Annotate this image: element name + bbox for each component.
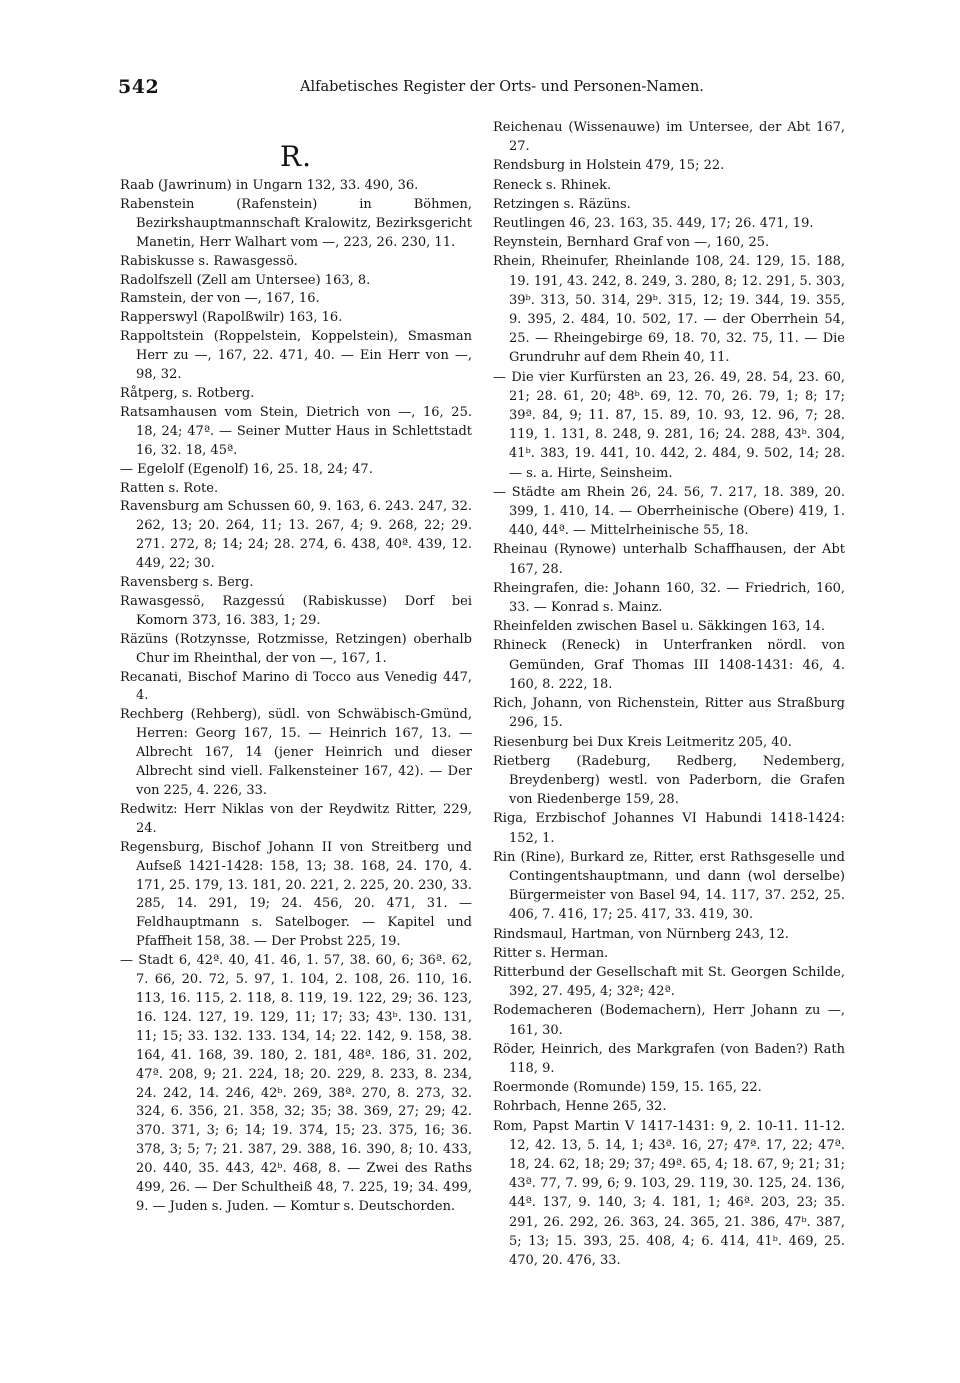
index-entry: Riesenburg bei Dux Kreis Leitmeritz 205, 40.	[493, 734, 792, 750]
index-entry: Räzüns (Rotzynsse, Rotzmisse, Retzingen) oberhalb Chur im Rheinthal, der von —, 167, 1.	[120, 631, 472, 666]
index-entry: Rawasgessö, Razgessú (Rabiskusse) Dorf bei Komorn 373, 16. 383, 1; 29.	[120, 593, 472, 628]
index-entry: Råtperg, s. Rotberg.	[120, 385, 255, 401]
index-entry: — Städte am Rhein 26, 24. 56, 7. 217, 18. 389, 20. 399, 1. 410, 14. — Oberrheinische (Obere) 419, 1. 440, 44ª. — Mittelrheinische 55, 18.	[493, 484, 845, 539]
index-entry: — Stadt 6, 42ª. 40, 41. 46, 1. 57, 38. 60, 6; 36ª. 62, 7. 66, 20. 72, 5. 97, 1. 104, 2. 108, 26. 110, 16. 113, 16. 115, 2. 118, 8. 119, 19. 122, 29; 36. 123, 16. 124. 127, 19. 129, 11; 17; 33; 43ᵇ. 130. 131, 11; 15; 33. 132. 133. 134, 14; 22. 142, 9. 158, 38. 164, 41. 168, 39. 180, 2. 181, 48ª. 186, 31. 202, 47ª. 208, 9; 21. 224, 18; 20. 229, 8. 233, 8. 234, 24. 242, 14. 246, 42ᵇ. 269, 38ª. 270, 8. 273, 32. 324, 6. 356, 21. 358, 32; 35; 38. 369, 27; 29; 42. 370. 371, 3; 6; 14; 19. 374, 15; 23. 375, 16; 36. 378, 3; 5; 7; 21. 387, 29. 388, 16. 390, 8; 10. 433, 20. 440, 35. 443, 42ᵇ. 468, 8. — Zwei des Raths 499, 26. — Der Schultheiß 48, 7. 225, 19; 34. 499, 9. — Juden s. Juden. — Komtur s. Deutschorden.	[120, 953, 472, 1214]
index-entry: Rich, Johann, von Richenstein, Ritter aus Straßburg 296, 15.	[493, 696, 845, 731]
index-entry: Rom, Papst Martin V 1417-1431: 9, 2. 10-11. 11-12. 12, 42. 13, 5. 14, 1; 43ª. 16, 27; 47ª. 17, 22; 47ª. 18, 24. 62, 18; 29; 37; 49ª. 65, 4; 18. 67, 9; 21; 31; 43ª. 77, 7. 99, 6; 9. 103, 29. 119, 30. 125, 24. 136, 44ª. 137, 9. 140, 3; 4. 181, 1; 46ª. 203, 23; 35. 291, 26. 292, 26. 363, 24. 365, 21. 386, 47ᵇ. 387, 5; 13; 15. 393, 25. 408, 4; 6. 414, 41ᵇ. 469, 25. 470, 20. 476, 33.	[493, 1118, 845, 1268]
index-entry: Reichenau (Wissenauwe) im Untersee, der Abt 167, 27.	[493, 120, 845, 155]
index-entry: — Die vier Kurfürsten an 23, 26. 49, 28. 54, 23. 60, 21; 28. 61, 20; 48ᵇ. 69, 12. 70, 26. 79, 1; 8; 17; 39ª. 84, 9; 11. 87, 15. 89, 10. 93, 12. 96, 7; 28. 119, 1. 131, 8. 248, 9. 281, 16; 24. 288, 43ᵇ. 304, 41ᵇ. 383, 19. 441, 10. 442, 2. 484, 9. 502, 14; 28. — s. a. Hirte, Seinsheim.	[493, 369, 845, 481]
running-head: Alfabetisches Register der Orts- und Personen-Namen.	[300, 79, 704, 95]
left-column	[120, 118, 472, 1217]
index-entry: Ritter s. Herman.	[493, 945, 609, 961]
index-entry: Recanati, Bischof Marino di Tocco aus Venedig 447, 4.	[120, 669, 472, 704]
index-entry: Rhein, Rheinufer, Rheinlande 108, 24. 129, 15. 188, 19. 191, 43. 242, 8. 249, 3. 280, 8; 12. 291, 5. 303, 39ᵇ. 313, 50. 314, 29ᵇ. 315, 12; 19. 344, 19. 355, 9. 395, 2. 484, 10. 502, 17. — der Oberrhein 54, 25. — Rheingebirge 69, 18. 70, 32. 75, 11. — Die Grundruhr auf dem Rhein 40, 11.	[493, 254, 845, 366]
index-entry: Redwitz: Herr Niklas von der Reydwitz Ritter, 229, 24.	[120, 801, 472, 836]
index-entry: Röder, Heinrich, des Markgrafen (von Baden?) Rath 118, 9.	[493, 1041, 845, 1076]
index-entry: Rietberg (Radeburg, Redberg, Nedemberg, Breydenberg) westl. von Paderborn, die Grafen von Riedenberge 159, 28.	[493, 753, 845, 808]
index-entry: Radolfszell (Zell am Untersee) 163, 8.	[120, 272, 371, 288]
index-entry: Reutlingen 46, 23. 163, 35. 449, 17; 26. 471, 19.	[493, 216, 814, 232]
index-entry: Retzingen s. Räzüns.	[493, 196, 631, 212]
index-entry: Roermonde (Romunde) 159, 15. 165, 22.	[493, 1080, 762, 1096]
section-letter: R.	[280, 140, 312, 173]
page-number: 542	[118, 76, 160, 98]
index-entry: Rheinfelden zwischen Basel u. Säkkingen 163, 14.	[493, 619, 826, 635]
index-entry: Rapperswyl (Rapolßwilr) 163, 16.	[120, 310, 343, 326]
index-entry: Ravensberg s. Berg.	[120, 575, 254, 591]
index-entry: Ravensburg am Schussen 60, 9. 163, 6. 243. 247, 32. 262, 13; 20. 264, 11; 13. 267, 4; 9. 268, 22; 29. 271. 272, 8; 14; 24; 28. 274, 6. 438, 40ª. 439, 12. 449, 22; 30.	[120, 499, 472, 572]
index-entry: Rabenstein (Rafenstein) in Böhmen, Bezirkshauptmannschaft Kralowitz, Bezirksgericht Manetin, Herr Walhart vom —, 223, 26. 230, 11.	[120, 196, 472, 250]
index-entry: Rheinau (Rynowe) unterhalb Schaffhausen, der Abt 167, 28.	[493, 542, 845, 577]
index-entry: Ratten s. Rote.	[120, 480, 219, 496]
index-entry: Ritterbund der Gesellschaft mit St. Georgen Schilde, 392, 27. 495, 4; 32ª; 42ª.	[493, 964, 845, 1000]
index-entry: Rabiskusse s. Rawasgessö.	[120, 253, 298, 269]
index-entry: Rendsburg in Holstein 479, 15; 22.	[493, 158, 725, 174]
index-entry: Rechberg (Rehberg), südl. von Schwäbisch-Gmünd, Herren: Georg 167, 15. — Heinrich 167, 13. — Albrecht 167, 14 (jener Heinrich und dieser Albrecht sind viell. Falkensteiner 167, 42). — Der von 225, 4. 226, 33.	[120, 707, 472, 798]
index-entry: Rappoltstein (Roppelstein, Koppelstein), Smasman Herr zu —, 167, 22. 471, 40. — Ein Herr von —, 98, 32.	[120, 329, 472, 383]
index-entry: Rohrbach, Henne 265, 32.	[493, 1099, 667, 1115]
index-entry: Rindsmaul, Hartman, von Nürnberg 243, 12.	[493, 926, 789, 942]
index-entry: — Egelolf (Egenolf) 16, 25. 18, 24; 47.	[120, 461, 373, 477]
index-entry: Reynstein, Bernhard Graf von —, 160, 25.	[493, 235, 770, 251]
index-entry: Rhineck (Reneck) in Unterfranken nördl. von Gemünden, Graf Thomas III 1408-1431: 46, 4. 160, 8. 222, 18.	[493, 638, 845, 692]
index-entry: Ramstein, der von —, 167, 16.	[120, 291, 320, 307]
index-entry: Ratsamhausen vom Stein, Dietrich von —, 16, 25. 18, 24; 47ª. — Seiner Mutter Haus in Schlettstadt 16, 32. 18, 45ª.	[120, 404, 472, 458]
index-entry: Rheingrafen, die: Johann 160, 32. — Friedrich, 160, 33. — Konrad s. Mainz.	[493, 580, 845, 616]
index-entry: Regensburg, Bischof Johann II von Streitberg und Aufseß 1421-1428: 158, 13; 38. 168, 24. 170, 4. 171, 25. 179, 13. 181, 20. 221, 2. 225, 20. 230, 33. 285, 14. 291, 19; 24. 456, 20. 471, 31. — Feldhauptmann s. Satelboger. — Kapitel und Pfaffheit 158, 38. — Der Probst 225, 19.	[120, 839, 472, 950]
index-entry: Raab (Jawrinum) in Ungarn 132, 33. 490, 36.	[120, 178, 419, 193]
right-column	[493, 118, 845, 1270]
index-entry: Rin (Rine), Burkard ze, Ritter, erst Rathsgeselle und Contingentshauptmann, und dann (wol derselbe) Bürgermeister von Basel 94, 14. 117, 37. 252, 25. 406, 7. 416, 17; 25. 417, 33. 419, 30.	[493, 849, 845, 923]
index-entry: Rodemacheren (Bodemachern), Herr Johann zu —, 161, 30.	[493, 1003, 845, 1038]
index-entry: Riga, Erzbischof Johannes VI Habundi 1418-1424: 152, 1.	[493, 811, 845, 846]
index-entry: Reneck s. Rhinek.	[493, 177, 612, 193]
